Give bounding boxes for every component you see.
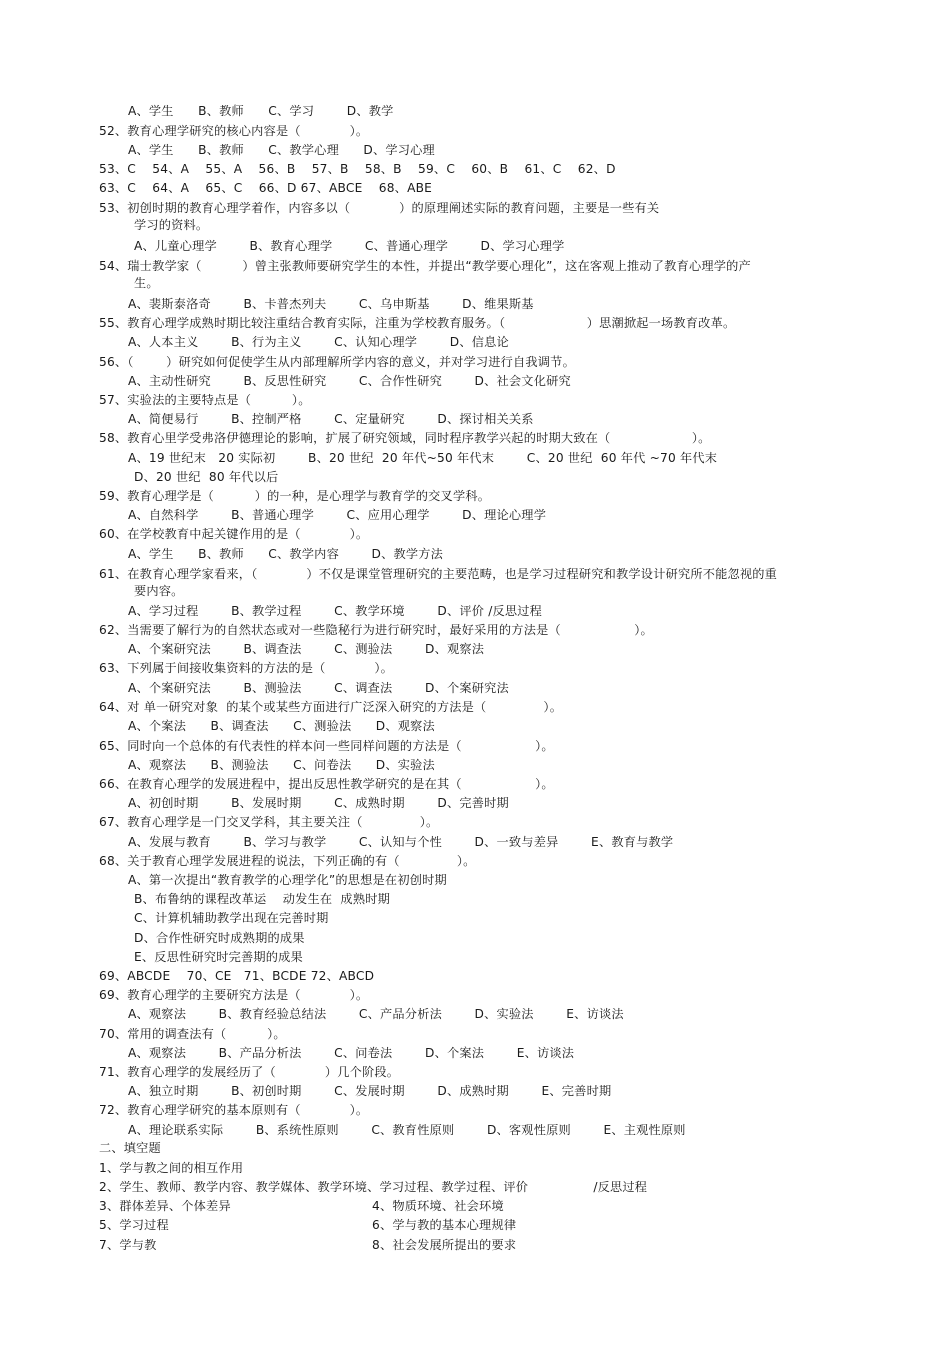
text-line: A、个案研究法 B、测验法 C、调查法 D、个案研究法 [128, 681, 509, 695]
text-line: A、第一次提出“教育教学的心理学化”的思想是在初创时期 [128, 873, 447, 887]
section-heading: 二、填空题 [99, 1141, 161, 1155]
text-line: A、19 世纪末 20 实际初 B、20 世纪 20 年代~50 年代末 C、20 世纪 60 年代 ~70 年代末 [128, 451, 718, 465]
text-line: E、反思性研究时完善期的成果 [134, 950, 303, 964]
text-line: D、合作性研究时成熟期的成果 [134, 931, 305, 945]
text-line: 学习的资料。 [134, 218, 209, 232]
answer-line: 5、学习过程 [99, 1218, 169, 1232]
text-line: D、20 世纪 80 年代以后 [134, 470, 279, 484]
answer-line: 8、社会发展所提出的要求 [372, 1238, 517, 1252]
text-line: A、裴斯泰洛奇 B、卡普杰列夫 C、乌申斯基 D、维果斯基 [128, 297, 534, 311]
text-line: A、发展与教育 B、学习与教学 C、认知与个性 D、一致与差异 E、教育与教学 [128, 835, 674, 849]
text-line: 66、在教育心理学的发展进程中，提出反思性教学研究的是在其（ ）。 [99, 777, 554, 791]
text-line: 68、关于教育心理学发展进程的说法，下列正确的有（ ）。 [99, 854, 476, 868]
answer-line: 6、学与教的基本心理规律 [372, 1218, 517, 1232]
text-line: A、观察法 B、测验法 C、问卷法 D、实验法 [128, 758, 435, 772]
text-line: 72、教育心理学研究的基本原则有（ ）。 [99, 1103, 369, 1117]
text-line: A、儿童心理学 B、教育心理学 C、普通心理学 D、学习心理学 [134, 239, 565, 253]
answer-line: 7、学与教 [99, 1238, 157, 1252]
text-line: A、学习过程 B、教学过程 C、教学环境 D、评价 /反思过程 [128, 604, 543, 618]
text-line: A、独立时期 B、初创时期 C、发展时期 D、成熟时期 E、完善时期 [128, 1084, 612, 1098]
text-line: 70、常用的调查法有（ ）。 [99, 1027, 286, 1041]
text-line: 53、初创时期的教育心理学着作，内容多以（ ）的原理阐述实际的教育问题，主要是一些有关 [99, 201, 660, 215]
text-line: A、人本主义 B、行为主义 C、认知心理学 D、信息论 [128, 335, 509, 349]
text-line: 65、同时向一个总体的有代表性的样本问一些同样问题的方法是（ ）。 [99, 739, 554, 753]
text-line: 生。 [134, 276, 159, 290]
answer-line: 1、学与教之间的相互作用 [99, 1161, 244, 1175]
text-line: 要内容。 [134, 584, 184, 598]
text-line: A、学生 B、教师 C、学习 D、教学 [128, 104, 394, 118]
answer-line: 2、学生、教师、教学内容、教学媒体、教学环境、学习过程、教学过程、评价 /反思过程 [99, 1180, 648, 1194]
text-line: A、学生 B、教师 C、教学内容 D、教学方法 [128, 547, 444, 561]
text-line: 58、教育心里学受弗洛伊德理论的影响，扩展了研究领域，同时程序教学兴起的时期大致在（ ）。 [99, 431, 711, 445]
text-line: 69、ABCDE 70、CE 71、BCDE 72、ABCD [99, 969, 375, 983]
text-line: A、自然科学 B、普通心理学 C、应用心理学 D、理论心理学 [128, 508, 547, 522]
text-line: 64、对 单一研究对象 的某个或某些方面进行广泛深入研究的方法是（ ）。 [99, 700, 563, 714]
text-line: 55、教育心理学成熟时期比较注重结合教育实际，注重为学校教育服务。（ ）思潮掀起一场教育改革。 [99, 316, 736, 330]
text-line: B、布鲁纳的课程改革运 动发生在 成熟时期 [134, 892, 390, 906]
text-line: 71、教育心理学的发展经历了（ ）几个阶段。 [99, 1065, 400, 1079]
text-line: 67、教育心理学是一门交叉学科，其主要关注（ ）。 [99, 815, 439, 829]
text-line: 59、教育心理学是（ ）的一种，是心理学与教育学的交叉学科。 [99, 489, 491, 503]
text-line: 54、瑞士教学家（ ）曾主张教师要研究学生的本性，并提出“教学要心理化”，这在客观上推动了教育心理学的产 [99, 259, 751, 273]
text-line: A、观察法 B、产品分析法 C、问卷法 D、个案法 E、访谈法 [128, 1046, 575, 1060]
text-line: C、计算机辅助教学出现在完善时期 [134, 911, 329, 925]
text-line: 56、（ ）研究如何促使学生从内部理解所学内容的意义，并对学习进行自我调节。 [99, 355, 575, 369]
text-line: A、理论联系实际 B、系统性原则 C、教育性原则 D、客观性原则 E、主观性原则 [128, 1123, 686, 1137]
text-line: A、简便易行 B、控制严格 C、定量研究 D、探讨相关关系 [128, 412, 534, 426]
text-line: A、初创时期 B、发展时期 C、成熟时期 D、完善时期 [128, 796, 509, 810]
text-line: A、学生 B、教师 C、教学心理 D、学习心理 [128, 143, 435, 157]
text-line: A、个案研究法 B、调查法 C、测验法 D、观察法 [128, 642, 485, 656]
text-line: 53、C 54、A 55、A 56、B 57、B 58、B 59、C 60、B 61、C 62、D [99, 162, 616, 176]
text-line: 61、在教育心理学家看来，（ ）不仅是课堂管理研究的主要范畴，也是学习过程研究和教学设计研究所不能忽视的重 [99, 567, 778, 581]
text-line: 62、当需要了解行为的自然状态或对一些隐秘行为进行研究时，最好采用的方法是（ ）。 [99, 623, 653, 637]
answer-line: 4、物质环境、社会环境 [372, 1199, 504, 1213]
text-line: 60、在学校教育中起关键作用的是（ ）。 [99, 527, 369, 541]
text-line: A、个案法 B、调查法 C、测验法 D、观察法 [128, 719, 435, 733]
answer-line: 3、群体差异、个体差异 [99, 1199, 231, 1213]
text-line: 63、下列属于间接收集资料的方法的是（ ）。 [99, 661, 394, 675]
text-line: 52、教育心理学研究的核心内容是（ ）。 [99, 124, 369, 138]
text-line: A、主动性研究 B、反思性研究 C、合作性研究 D、社会文化研究 [128, 374, 571, 388]
text-line: 63、C 64、A 65、C 66、D 67、ABCE 68、ABE [99, 181, 433, 195]
text-line: 69、教育心理学的主要研究方法是（ ）。 [99, 988, 369, 1002]
text-line: 57、实验法的主要特点是（ ）。 [99, 393, 311, 407]
text-line: A、观察法 B、教育经验总结法 C、产品分析法 D、实验法 E、访谈法 [128, 1007, 624, 1021]
